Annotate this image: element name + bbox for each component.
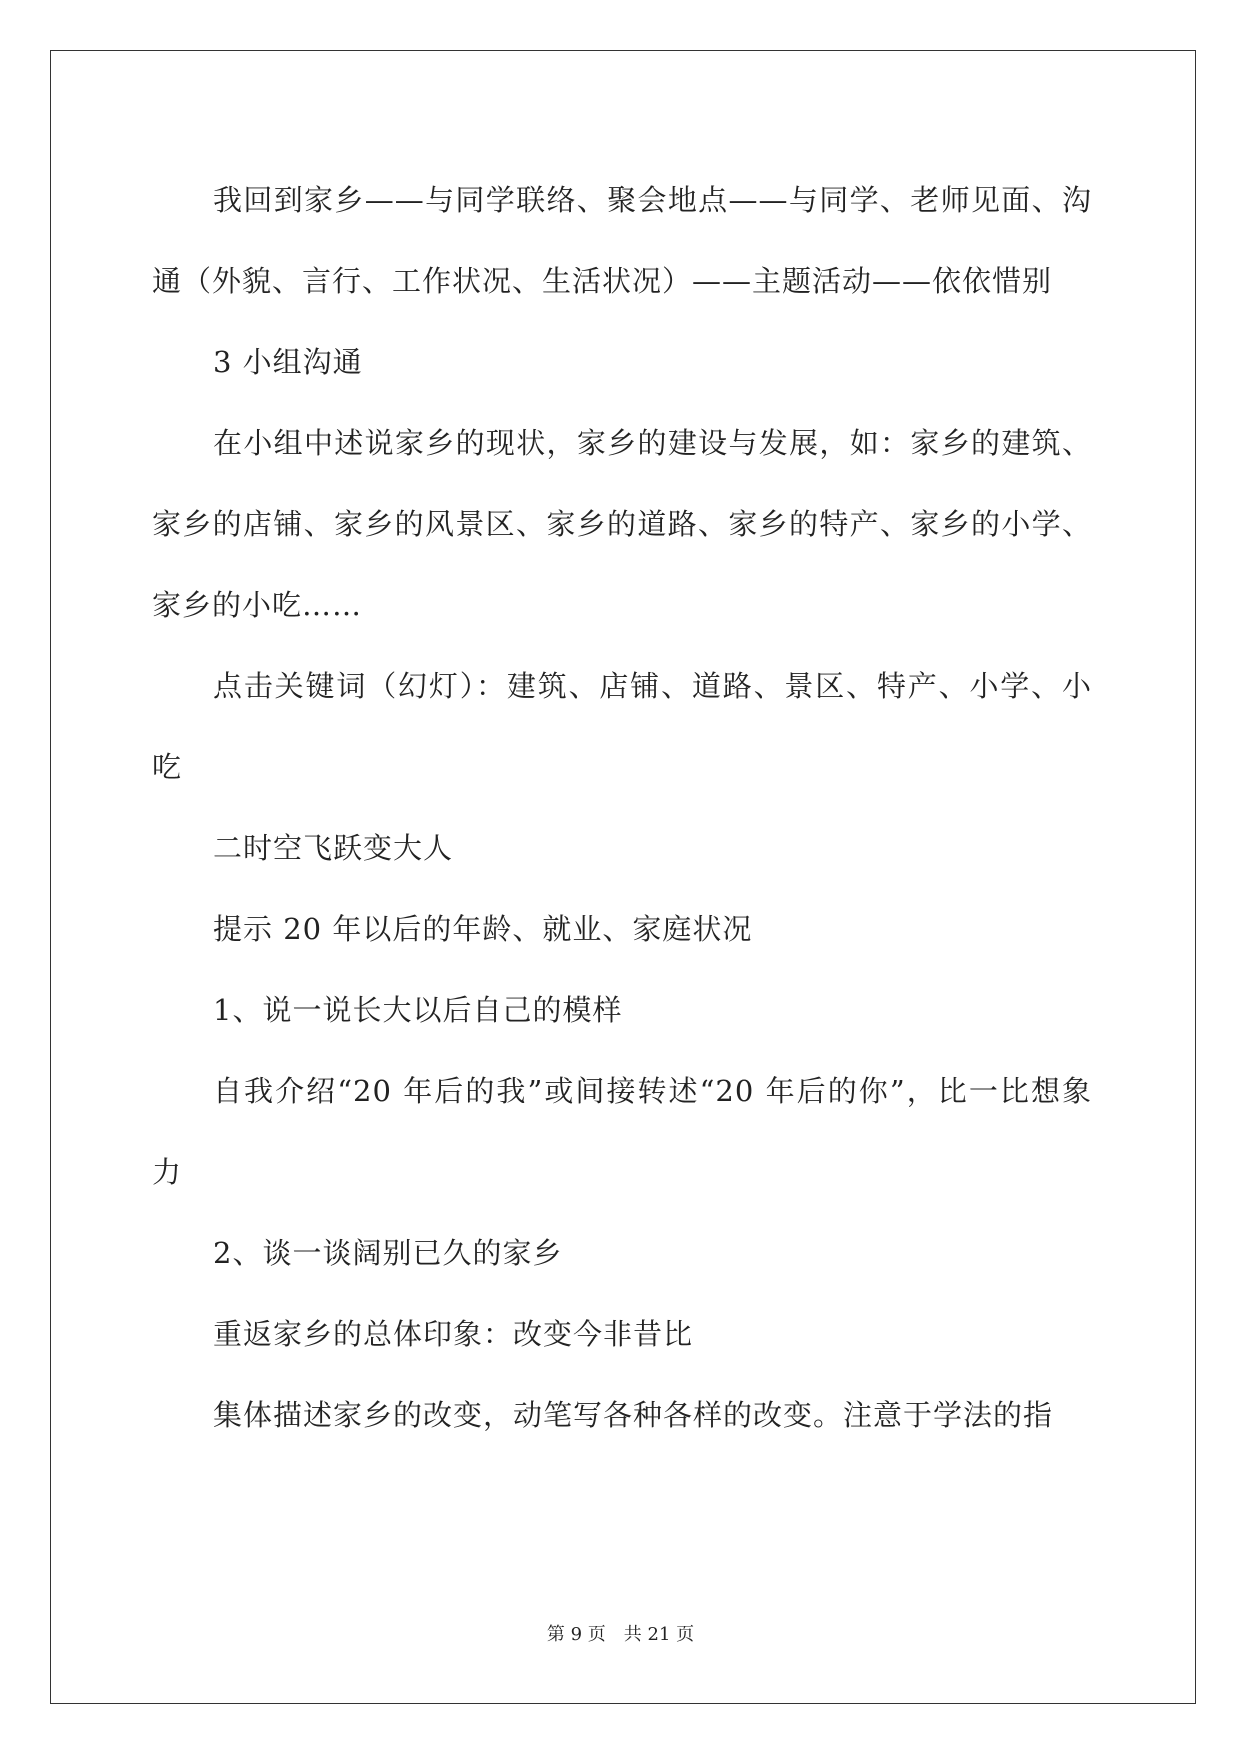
paragraph-8: 自我介绍“20 年后的我”或间接转述“20 年后的你”，比一比想象力: [152, 1074, 1092, 1189]
paragraph-4: 点击关键词（幻灯）：建筑、店铺、道路、景区、特产、小学、小吃: [152, 669, 1092, 784]
paragraph-10: 重返家乡的总体印象：改变今非昔比: [213, 1317, 694, 1351]
paragraph-7: 1、说一说长大以后自己的模样: [213, 993, 623, 1027]
document-body: [152, 160, 1092, 1456]
page-footer: 第 9 页 共 21 页: [546, 1624, 695, 1645]
paragraph-5: 二时空飞跃变大人: [213, 831, 454, 865]
paragraph-11: 集体描述家乡的改变，动笔写各种各样的改变。注意于学法的指: [213, 1398, 1054, 1432]
paragraph-3: 在小组中述说家乡的现状，家乡的建设与发展，如：家乡的建筑、家乡的店铺、家乡的风景区、家乡的道路、家乡的特产、家乡的小学、家乡的小吃……: [152, 426, 1092, 622]
paragraph-6: 提示 20 年以后的年龄、就业、家庭状况: [213, 912, 753, 946]
paragraph-2: 3 小组沟通: [213, 345, 363, 379]
paragraph-9: 2、谈一谈阔别已久的家乡: [213, 1236, 563, 1270]
paragraph-1: 我回到家乡——与同学联络、聚会地点——与同学、老师见面、沟通（外貌、言行、工作状况、生活状况）——主题活动——依依惜别: [152, 183, 1092, 298]
